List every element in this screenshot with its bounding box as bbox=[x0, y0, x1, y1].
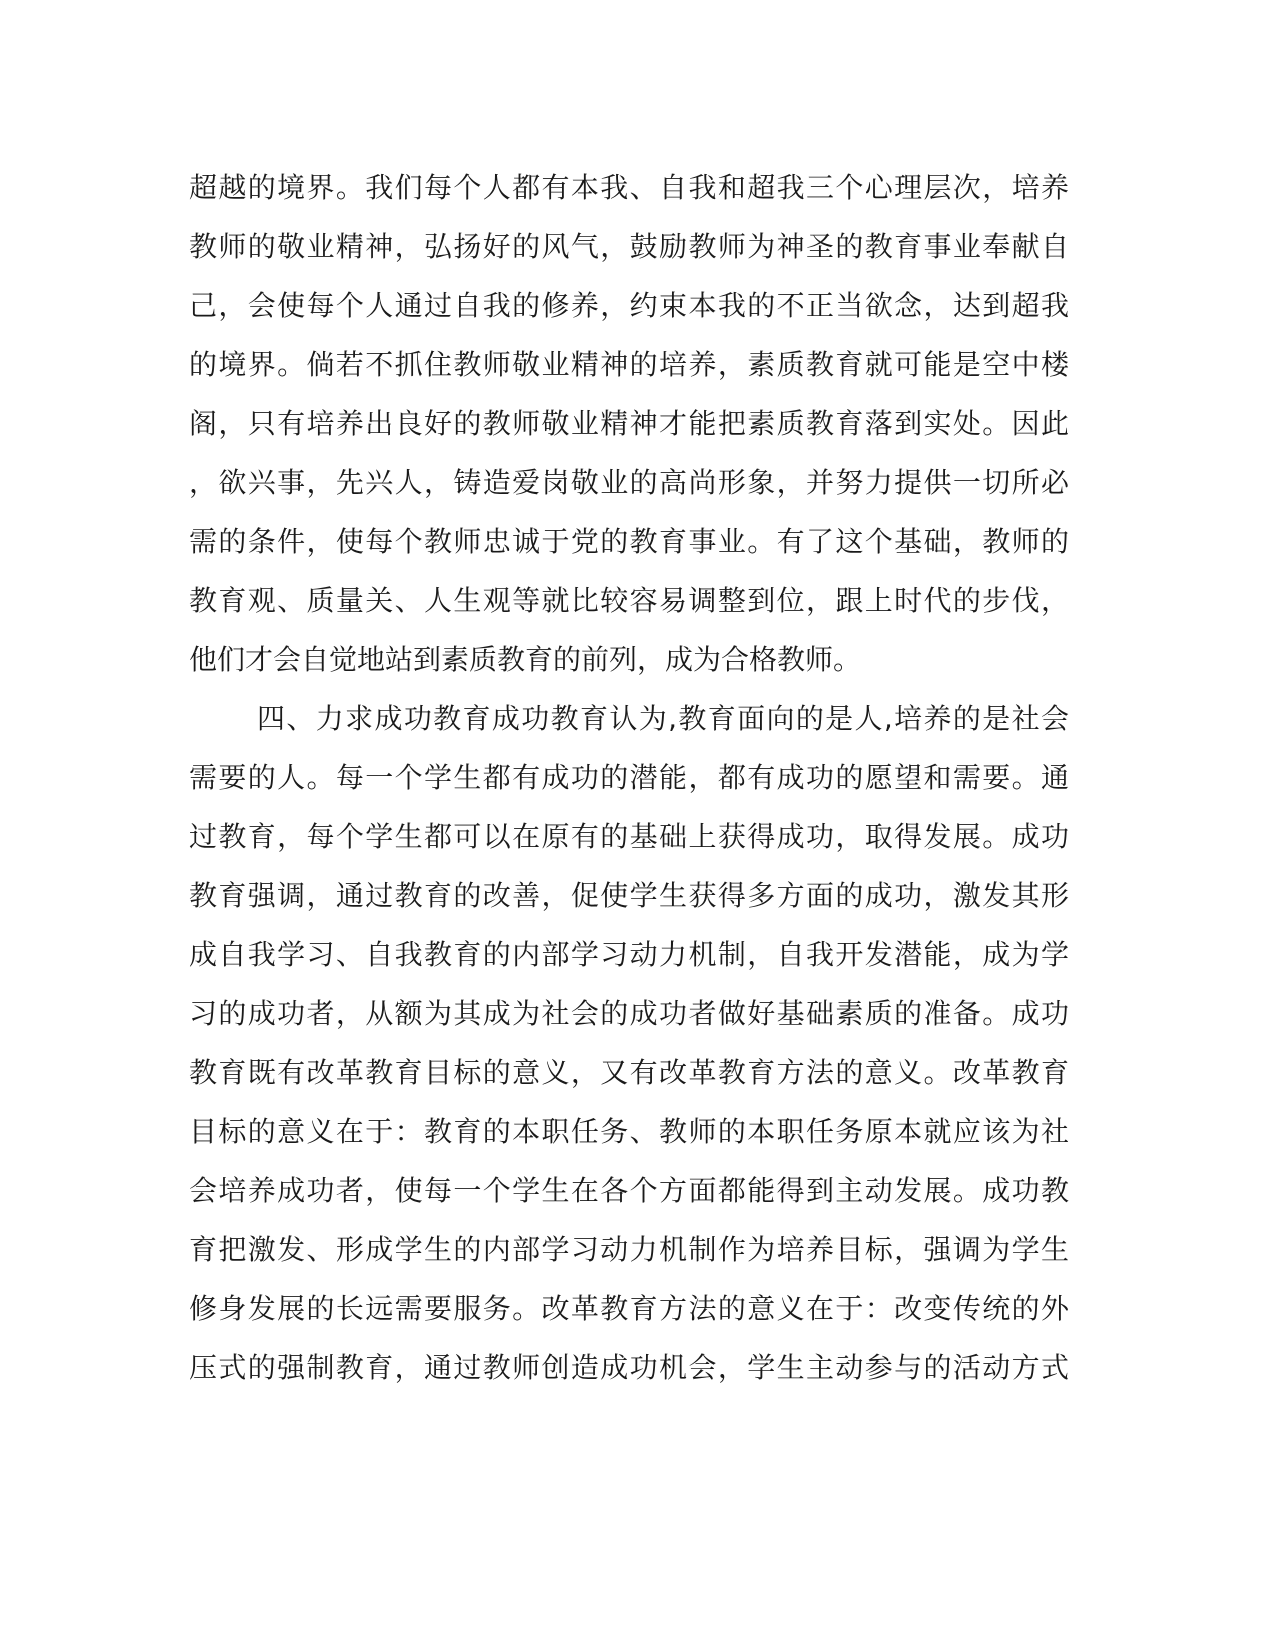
text-line: 教育既有改革教育目标的意义，又有改革教育方法的意义。改革教育 bbox=[189, 1056, 1069, 1089]
text-line: 成自我学习、自我教育的内部学习动力机制，自我开发潜能，成为学 bbox=[189, 938, 1069, 971]
text-line: 修身发展的长远需要服务。改革教育方法的意义在于：改变传统的外 bbox=[189, 1292, 1069, 1325]
text-line: ，欲兴事，先兴人，铸造爱岗敬业的高尚形象，并努力提供一切所必 bbox=[189, 466, 1069, 499]
text-line: 四、力求成功教育成功教育认为,教育面向的是人,培养的是社会 bbox=[257, 702, 1069, 735]
text-line: 会培养成功者，使每一个学生在各个方面都能得到主动发展。成功教 bbox=[189, 1174, 1069, 1207]
text-line: 阁，只有培养出良好的教师敬业精神才能把素质教育落到实处。因此 bbox=[189, 407, 1069, 440]
text-line: 目标的意义在于：教育的本职任务、教师的本职任务原本就应该为社 bbox=[189, 1115, 1069, 1148]
text-line: 教师的敬业精神，弘扬好的风气，鼓励教师为神圣的教育事业奉献自 bbox=[189, 230, 1069, 263]
text-line: 己，会使每个人通过自我的修养，约束本我的不正当欲念，达到超我 bbox=[189, 289, 1069, 322]
body-text bbox=[189, 158, 1069, 1397]
text-line: 的境界。倘若不抓住教师敬业精神的培养，素质教育就可能是空中楼 bbox=[189, 348, 1069, 381]
text-line: 教育强调，通过教育的改善，促使学生获得多方面的成功，激发其形 bbox=[189, 879, 1069, 912]
paragraph-continued bbox=[189, 158, 1069, 689]
text-line: 需的条件，使每个教师忠诚于党的教育事业。有了这个基础，教师的 bbox=[189, 525, 1069, 558]
text-line: 超越的境界。我们每个人都有本我、自我和超我三个心理层次，培养 bbox=[189, 171, 1069, 204]
text-line: 压式的强制教育，通过教师创造成功机会，学生主动参与的活动方式 bbox=[189, 1351, 1069, 1384]
text-line: 过教育，每个学生都可以在原有的基础上获得成功，取得发展。成功 bbox=[189, 820, 1069, 853]
paragraph-four bbox=[189, 689, 1069, 1397]
text-line: 需要的人。每一个学生都有成功的潜能，都有成功的愿望和需要。通 bbox=[189, 761, 1069, 794]
text-line: 他们才会自觉地站到素质教育的前列，成为合格教师。 bbox=[189, 643, 862, 676]
text-line: 育把激发、形成学生的内部学习动力机制作为培养目标，强调为学生 bbox=[189, 1233, 1069, 1266]
text-line: 习的成功者，从额为其成为社会的成功者做好基础素质的准备。成功 bbox=[189, 997, 1069, 1030]
text-line: 教育观、质量关、人生观等就比较容易调整到位，跟上时代的步伐， bbox=[189, 584, 1069, 617]
